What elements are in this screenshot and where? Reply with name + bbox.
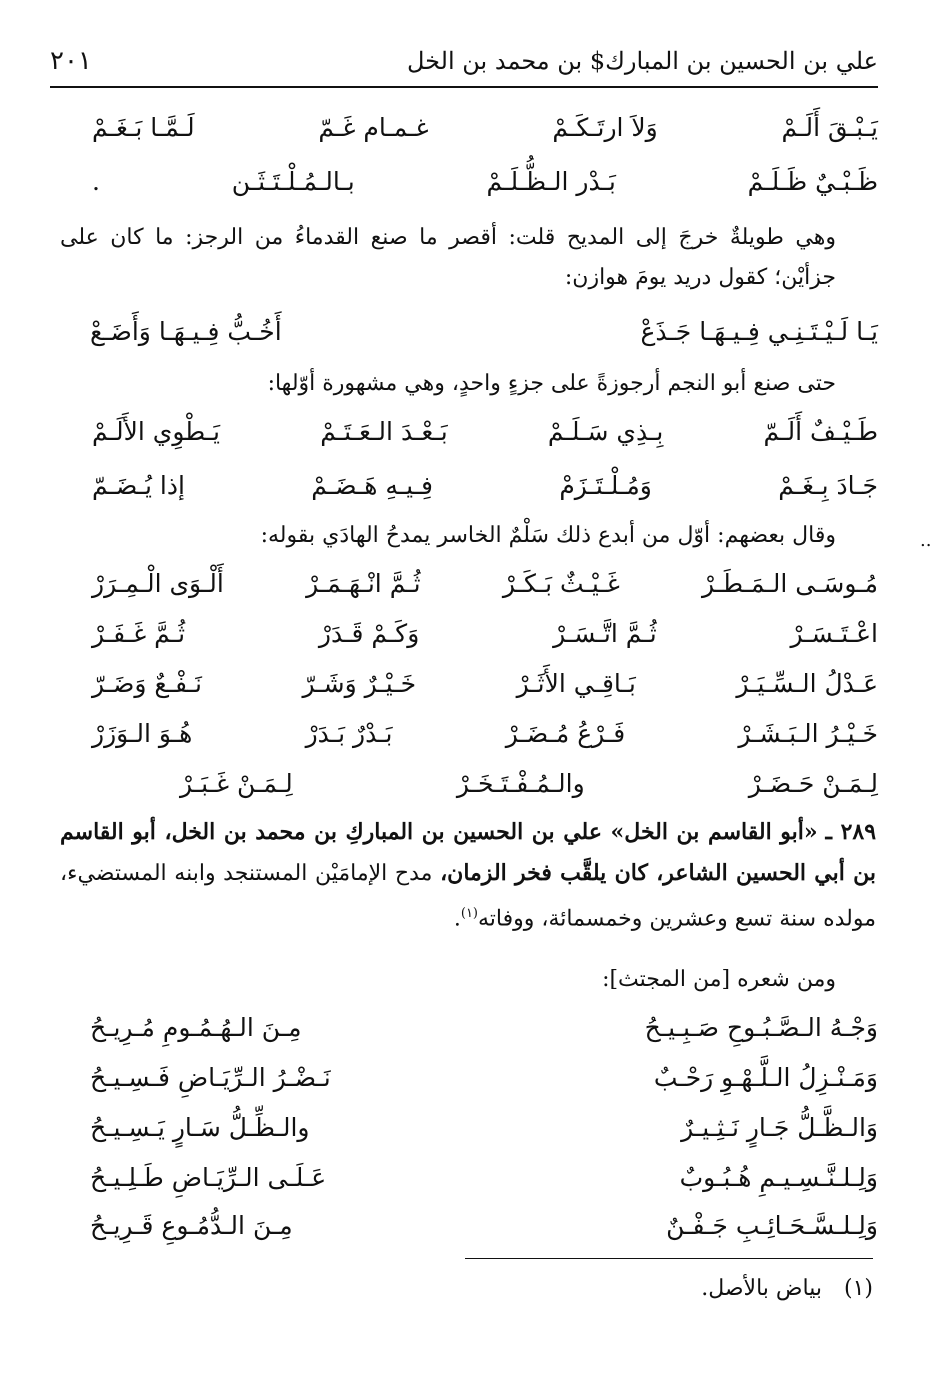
page-header [50, 36, 878, 88]
footnote-divider [465, 1258, 873, 1259]
verse-line: جَـادَ بِـغَـمْ وَمُـلْـتَـزَمْ فِـيـهِ هَـضَـمْ إذا يُـضَـمّ [92, 471, 878, 500]
verse-line: لِـمَـنْ حَـضَـرْ والـمُـفْـتَـخَـرْ لِـمَـنْ غَـبَـرْ [180, 769, 878, 798]
prose-paragraph: ومن شعره [من المجتث]: [602, 967, 836, 992]
footnote-text: بياض بالأصل. [701, 1276, 822, 1301]
verse-line: وَالـظَّـلُّ جَـارٍ نَـثِـيـرٌ والـظِّـلُّ سَـارٍ يَـسِـيـحُ [90, 1113, 878, 1142]
footnote [701, 1276, 873, 1301]
footnote-ref: (١) [460, 906, 478, 921]
verse-line: اعْـتَـسَـرْ ثُـمَّ اتَّـسَـرْ وَكَـمْ قَـدَرْ ثُـمَّ غَـفَـرْ [92, 619, 878, 648]
verse-line: يَـبْـقَ أَلَـمْ وَلاَ ارتَـكَـمْ غـمـام غَـمّ لَـمَّـا بَـغَـمْ [92, 113, 878, 142]
page-number: ٢٠١ [50, 46, 92, 76]
verse-line: وَلِـلـنَّـسِـيـمِ هُـبُـوبٌ عَـلَـى الـرِّيَـاضِ طَـلِـيـحُ [90, 1163, 878, 1192]
verse-line: طَـيْـفٌ أَلَـمّ بِـذِي سَـلَـمْ بَـعْـدَ الـعَـتَـمْ يَـطْوِي الأَلَـمْ [92, 417, 878, 446]
entry-number: ٢٨٩ ـ [825, 819, 877, 845]
verse-line: وَجْـهُ الـصَّـبُـوحِ صَـبِـيـحُ مِـنَ الـهُـمُـومِ مُـرِيـحُ [90, 1013, 878, 1042]
verse-line: وَلِـلـسَّـحَـائِـبِ جَـفْـنٌ مِـنَ الـدُّمُـوعِ قَـرِيـحُ [90, 1211, 878, 1240]
entry-heading: «أبو القاسم بن الخل» علي بن الحسين بن المباركِ بن محمد بن الخل، أبو القاسم بن أبي الحسين الشاعر، كان يلقَّب فخر الزمان، [60, 819, 877, 886]
prose-paragraph: وقال بعضهم: أوّل من أبدع ذلك سَلْمٌ الخاسر يمدحُ الهادَي بقوله: [260, 523, 836, 548]
biography-entry: ٢٨٩ ـ «أبو القاسم بن الخل» علي بن الحسين بن المباركِ بن محمد بن الخل، أبو القاسم بن أبي الحسين الشاعر، كان يلقَّب فخر الزمان، مدح الإمامَيْن المستنجد وابنه المستضيء، مولده سنة تسع وعشرين وخمسمائة، ووفاته$^{(١)}$. [60, 819, 877, 932]
prose-paragraph: وهي طويلةٌ خرجَ إلى المديح قلت: أقصر ما صنع القدماءُ من الرجز: ما كان على جزأيْن؛ كقول دريد يومَ هوازن: [60, 225, 836, 290]
margin-mark: .. [920, 530, 932, 551]
running-head: علي بن الحسين بن المبارك$ بن محمد بن الخل [406, 47, 878, 75]
entry-text: مدح الإمامَيْن المستنجد وابنه المستضيء، مولده سنة تسع وعشرين وخمسمائة، ووفاته [60, 861, 876, 932]
verse-line: مُـوسَـى الـمَـطَـرْ غَـيْـثٌ بَـكَـرْ ثُـمَّ انْـهَـمَـرْ أَلْـوَى الْـمِـرَرْ [92, 569, 878, 598]
verse-line: خَـيْـرُ الـبَـشَـرْ فَـرْعُ مُـضَـرْ بَـدْرٌ بَـدَرْ هُـوَ الـوَزَرْ [92, 719, 878, 748]
verse-line: عَـدْلُ الـسِّـيَـرْ بَـاقِـي الأَثَـرْ خَـيْـرٌ وَشَـرّ نَـفْـعٌ وَضَـرّ [92, 669, 878, 698]
footnote-number: (١) [843, 1276, 873, 1301]
verse-line: وَمَـنْـزِلُ الـلَّـهْـوِ رَحْـبٌ نَـضْـرُ الـرِّيَـاضِ فَـسِـيـحُ [90, 1063, 878, 1092]
verse-line: يَـا لَـيْـتَـنِـي فِـيـهَـا جَـذَعْ أَخُـبُّ فِـيـهَـا وَأَضَـعْ [90, 317, 878, 346]
prose-paragraph: حتى صنع أبو النجم أرجوزةً على جزءٍ واحدٍ، وهي مشهورة أوّلها: [267, 371, 836, 396]
verse-line: ظَـبْـيٌ ظَـلَـمْ بَـدْر الـظُّـلَـمْ بـالـمُـلْـتَـثَـن . [92, 167, 878, 196]
